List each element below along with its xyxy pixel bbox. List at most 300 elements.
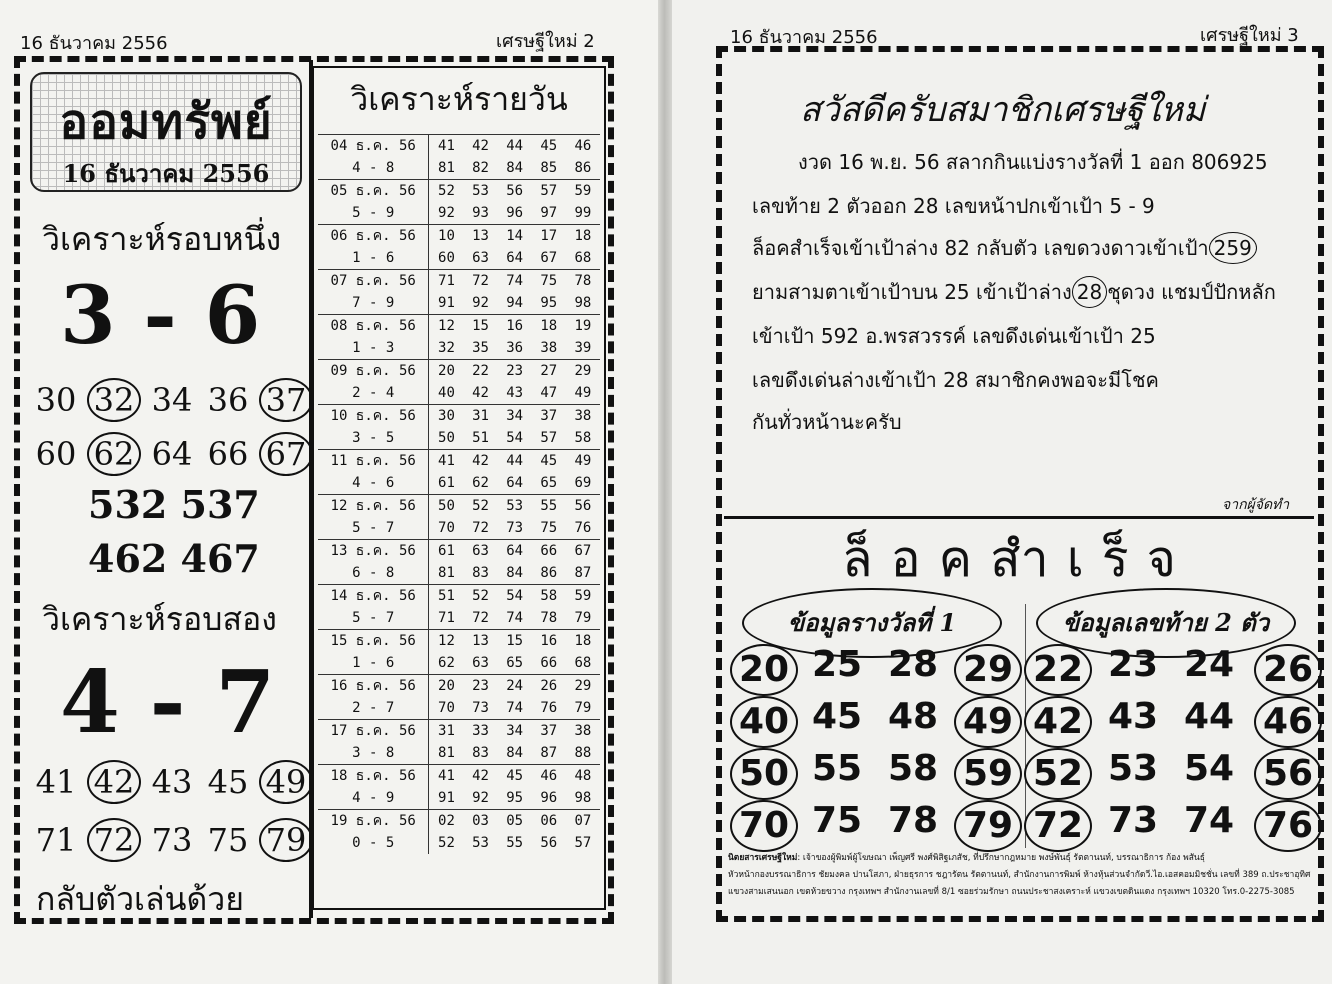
- table-cell: 57: [540, 430, 558, 446]
- table-cell: 50: [438, 430, 455, 446]
- news-line-2: เลขท้าย 2 ตัวออก 28 เลขหน้าปกเข้าเป้า 5 - 9: [752, 194, 1155, 218]
- table-row: [318, 517, 600, 540]
- table-cell: 42: [464, 450, 498, 473]
- table-cell: 58: [532, 585, 566, 608]
- table-cell: 92: [472, 295, 489, 311]
- circled-num: 49: [259, 760, 313, 804]
- round1-row2: [28, 432, 316, 476]
- table-cell: 87: [574, 565, 592, 581]
- table-cell: 41: [429, 765, 464, 788]
- table-row: [318, 247, 600, 270]
- row-date: 15 ธ.ค. 56: [318, 630, 429, 653]
- table-row: [318, 405, 600, 428]
- circled-num: 79: [259, 818, 313, 862]
- num: 71: [35, 821, 77, 859]
- circled-grid-number: 29: [954, 644, 1022, 696]
- grid-number: 73: [1107, 800, 1159, 841]
- table-cell: 98: [574, 295, 592, 311]
- table-cell: 68: [574, 250, 592, 266]
- table-row: [318, 202, 600, 225]
- round2-title: วิเคราะห์รอบสอง: [42, 600, 277, 638]
- table-cell: 57: [574, 835, 592, 851]
- table-row: [318, 495, 600, 518]
- footer-text: : เจ้าของผู้พิมพ์ผู้โฆษณา เพ็ญศรี พงศ์พิสิฐเภสัช, ที่ปรึกษากฎหมาย พงษ์พันธุ์ รัตตานนท์, บรรณาธิการ ก้อง พสันธุ์: [797, 853, 1205, 863]
- num: 64: [151, 435, 193, 473]
- table-cell: 63: [472, 250, 489, 266]
- table-cell: 43: [506, 385, 524, 401]
- table-cell: 55: [506, 835, 524, 851]
- table-cell: 59: [566, 180, 600, 203]
- row-date: 13 ธ.ค. 56: [318, 540, 429, 563]
- table-cell: 73: [506, 520, 524, 536]
- circled-grid-number: 59: [954, 748, 1022, 800]
- table-cell: 34: [498, 405, 532, 428]
- table-cell: 61: [429, 540, 464, 563]
- round1-three2: 462 467: [88, 536, 260, 581]
- table-cell: 60: [438, 250, 455, 266]
- footer-line: หัวหน้ากองบรรณาธิการ ชัยมงคล ปานโสภา, ฝ่ายธุรการ ชฎารัตน รัตตานนท์, สำนักงานการพิมพ์ ห้างหุ้นส่วนจำกัดวี.ไอ.เอสคอมมิชชั่น เลขที่ 389 ถ.ประชาอุทิศ: [728, 870, 1311, 880]
- table-cell: 16: [498, 315, 532, 338]
- table-cell: 18: [566, 225, 600, 248]
- circled-grid-number: 42: [1024, 696, 1092, 748]
- table-cell: 38: [540, 340, 558, 356]
- table-cell: 35: [472, 340, 489, 356]
- circled-grid-number: 50: [730, 748, 798, 800]
- row-pair: 1 - 6: [318, 652, 429, 675]
- circled-num: 67: [259, 432, 313, 476]
- news-line-3: [752, 232, 1257, 264]
- table-cell: 26: [532, 675, 566, 698]
- circled-grid-number: 52: [1024, 748, 1092, 800]
- table-cell: 42: [464, 135, 498, 158]
- circled-grid-number: 79: [954, 800, 1022, 852]
- row-date: 16 ธ.ค. 56: [318, 675, 429, 698]
- table-cell: 55: [532, 495, 566, 518]
- circled-grid-number: 26: [1254, 644, 1322, 696]
- table-cell: 96: [540, 790, 558, 806]
- table-cell: 23: [464, 675, 498, 698]
- table-cell: 56: [566, 495, 600, 518]
- table-cell: 63: [472, 655, 489, 671]
- circled-grid-number: 40: [730, 696, 798, 748]
- table-row: [318, 315, 600, 338]
- table-cell: 18: [532, 315, 566, 338]
- table-cell: 91: [438, 790, 455, 806]
- row-date: 17 ธ.ค. 56: [318, 720, 429, 743]
- table-cell: 78: [566, 270, 600, 293]
- footer-line: แขวงสามเสนนอก เขตห้วยขวาง กรุงเทพฯ สำนักงานเลขที่ 8/1 ซอยร่วมรักษา ถนนประชาสงเคราะห์ แขวงเขตดินแดง กรุงเทพฯ 10320 โทร.0-2275-3085: [728, 887, 1295, 897]
- round1-pair: 3 - 6: [60, 268, 261, 362]
- table-cell: 06: [532, 810, 566, 833]
- table-cell: 29: [566, 675, 600, 698]
- table-cell: 52: [438, 835, 455, 851]
- grid-number: 23: [1107, 644, 1159, 685]
- table-cell: 64: [506, 250, 524, 266]
- row-pair: 6 - 8: [318, 562, 429, 585]
- table-row: [318, 472, 600, 495]
- news-line-4: [752, 276, 1276, 308]
- left-header-date: 16 ธันวาคม 2556: [20, 33, 168, 54]
- table-cell: 38: [566, 405, 600, 428]
- grid-number: 25: [811, 644, 863, 685]
- table-cell: 12: [429, 315, 464, 338]
- table-cell: 86: [540, 565, 558, 581]
- table-cell: 48: [566, 765, 600, 788]
- table-cell: 44: [498, 450, 532, 473]
- row-pair: 1 - 3: [318, 337, 429, 360]
- table-cell: 56: [540, 835, 558, 851]
- table-cell: 42: [464, 765, 498, 788]
- table-cell: 65: [540, 475, 558, 491]
- circled-grid-number: 70: [730, 800, 798, 852]
- num: 60: [35, 435, 77, 473]
- num: 41: [35, 763, 77, 801]
- row-date: 14 ธ.ค. 56: [318, 585, 429, 608]
- table-cell: 95: [540, 295, 558, 311]
- table-row: [318, 180, 600, 203]
- row-pair: 7 - 9: [318, 292, 429, 315]
- table-cell: 54: [498, 585, 532, 608]
- row-pair: 5 - 9: [318, 202, 429, 225]
- table-row: [318, 540, 600, 563]
- table-cell: 75: [540, 520, 558, 536]
- row-pair: 1 - 6: [318, 247, 429, 270]
- table-cell: 92: [438, 205, 455, 221]
- grid-number: 44: [1183, 696, 1235, 737]
- table-cell: 31: [429, 720, 464, 743]
- row-pair: 4 - 9: [318, 787, 429, 810]
- book-spine: [658, 0, 672, 984]
- table-cell: 30: [429, 405, 464, 428]
- table-cell: 49: [566, 450, 600, 473]
- news-text: ล็อคสำเร็จเข้าเป้าล่าง 82 กลับตัว เลขดวงดาวเข้าเป้า: [752, 236, 1209, 260]
- table-cell: 82: [472, 160, 489, 176]
- circled-num: 62: [87, 432, 141, 476]
- num: 66: [207, 435, 249, 473]
- table-cell: 58: [574, 430, 592, 446]
- news-text: ชุดวง แชมป์ปักหลัก: [1107, 280, 1276, 304]
- table-row: [318, 742, 600, 765]
- table-cell: 74: [506, 700, 524, 716]
- table-cell: 24: [498, 675, 532, 698]
- table-row: [318, 427, 600, 450]
- circled-grid-number: 20: [730, 644, 798, 696]
- table-cell: 67: [540, 250, 558, 266]
- oom-date: 16 ธันวาคม 2556: [62, 159, 270, 188]
- circled-grid-number: 46: [1254, 696, 1322, 748]
- lock-success-title: ล็อคสำเร็จ: [842, 530, 1194, 588]
- grid-number: 48: [887, 696, 939, 737]
- row-date: 19 ธ.ค. 56: [318, 810, 429, 833]
- table-cell: 42: [472, 385, 489, 401]
- table-cell: 22: [464, 360, 498, 383]
- table-cell: 64: [498, 540, 532, 563]
- grid-number: 53: [1107, 748, 1159, 789]
- row-date: 10 ธ.ค. 56: [318, 405, 429, 428]
- table-cell: 69: [574, 475, 592, 491]
- table-cell: 44: [498, 135, 532, 158]
- left-header-paper: เศรษฐีใหม่ 2: [496, 31, 595, 52]
- grid-number: 24: [1183, 644, 1235, 685]
- table-cell: 02: [429, 810, 464, 833]
- table-cell: 70: [438, 700, 455, 716]
- circled-grid-number: 56: [1254, 748, 1322, 800]
- round2-row1: [28, 760, 316, 804]
- num: 30: [35, 381, 77, 419]
- circled-grid-number: 49: [954, 696, 1022, 748]
- table-cell: 41: [429, 135, 464, 158]
- table-cell: 97: [540, 205, 558, 221]
- table-cell: 15: [498, 630, 532, 653]
- table-cell: 63: [464, 540, 498, 563]
- table-cell: 72: [472, 520, 489, 536]
- table-cell: 37: [532, 720, 566, 743]
- section-divider: [724, 516, 1314, 519]
- circled-number: 28: [1072, 276, 1107, 308]
- num: 75: [207, 821, 249, 859]
- table-cell: 37: [532, 405, 566, 428]
- table-row: [318, 270, 600, 293]
- table-cell: 79: [574, 700, 592, 716]
- table-row: [318, 135, 600, 158]
- table-cell: 10: [429, 225, 464, 248]
- table-cell: 51: [472, 430, 489, 446]
- table-cell: 45: [532, 450, 566, 473]
- table-cell: 18: [566, 630, 600, 653]
- table-cell: 52: [464, 585, 498, 608]
- row-pair: 3 - 5: [318, 427, 429, 450]
- table-row: [318, 562, 600, 585]
- circled-grid-number: 72: [1024, 800, 1092, 852]
- table-cell: 70: [438, 520, 455, 536]
- table-cell: 40: [438, 385, 455, 401]
- table-row: [318, 360, 600, 383]
- signoff: จากผู้จัดทำ: [1222, 497, 1290, 513]
- grid-number: 75: [811, 800, 863, 841]
- table-row: [318, 450, 600, 473]
- row-pair: 4 - 8: [318, 157, 429, 180]
- table-cell: 03: [464, 810, 498, 833]
- table-cell: 50: [429, 495, 464, 518]
- circled-num: 42: [87, 760, 141, 804]
- table-row: [318, 225, 600, 248]
- table-cell: 54: [506, 430, 524, 446]
- num: 43: [151, 763, 193, 801]
- table-cell: 05: [498, 810, 532, 833]
- table-cell: 83: [472, 565, 489, 581]
- row-date: 08 ธ.ค. 56: [318, 315, 429, 338]
- num: 45: [207, 763, 249, 801]
- reverse-play-label: กลับตัวเล่นด้วย: [36, 880, 244, 918]
- footer-line: [728, 850, 1314, 867]
- table-cell: 66: [532, 540, 566, 563]
- num: 36: [207, 381, 249, 419]
- daily-analysis-title: วิเคราะห์รายวัน: [350, 80, 568, 118]
- num: 34: [151, 381, 193, 419]
- footer-brand: นิตยสารเศรษฐีใหม่: [728, 853, 798, 863]
- table-cell: 86: [574, 160, 592, 176]
- table-cell: 74: [506, 610, 524, 626]
- table-cell: 39: [574, 340, 592, 356]
- row-pair: 0 - 5: [318, 832, 429, 854]
- circled-num: 37: [259, 378, 313, 422]
- table-row: [318, 675, 600, 698]
- table-row: [318, 337, 600, 360]
- grid-number: 28: [887, 644, 939, 685]
- table-cell: 38: [566, 720, 600, 743]
- round1-row1: [28, 378, 316, 422]
- daily-analysis-box: [312, 66, 606, 910]
- news-line-6: เลขดึงเด่นล่างเข้าเป้า 28 สมาชิกคงพอจะมีโชค: [752, 368, 1159, 392]
- table-cell: 56: [498, 180, 532, 203]
- num: 73: [151, 821, 193, 859]
- grid-number: 45: [811, 696, 863, 737]
- table-cell: 45: [532, 135, 566, 158]
- table-cell: 62: [472, 475, 489, 491]
- table-cell: 71: [438, 610, 455, 626]
- table-cell: 14: [498, 225, 532, 248]
- table-cell: 96: [506, 205, 524, 221]
- table-cell: 85: [540, 160, 558, 176]
- table-cell: 46: [566, 135, 600, 158]
- table-cell: 81: [438, 745, 455, 761]
- table-cell: 13: [464, 225, 498, 248]
- table-row: [318, 787, 600, 810]
- table-cell: 67: [566, 540, 600, 563]
- table-cell: 78: [540, 610, 558, 626]
- table-cell: 51: [429, 585, 464, 608]
- table-cell: 57: [532, 180, 566, 203]
- table-cell: 20: [429, 675, 464, 698]
- table-cell: 20: [429, 360, 464, 383]
- table-cell: 79: [574, 610, 592, 626]
- table-cell: 84: [506, 160, 524, 176]
- table-cell: 47: [540, 385, 558, 401]
- table-cell: 52: [464, 495, 498, 518]
- round1-title: วิเคราะห์รอบหนึ่ง: [42, 220, 282, 258]
- table-cell: 95: [506, 790, 524, 806]
- table-cell: 34: [498, 720, 532, 743]
- table-row: [318, 607, 600, 630]
- news-line-5: เข้าเป้า 592 อ.พรสวรรค์ เลขดึงเด่นเข้าเป้า 25: [752, 324, 1156, 348]
- right-header-date: 16 ธันวาคม 2556: [730, 27, 878, 48]
- row-pair: 5 - 7: [318, 607, 429, 630]
- table-cell: 91: [438, 295, 455, 311]
- table-row: [318, 652, 600, 675]
- table-cell: 33: [464, 720, 498, 743]
- table-cell: 84: [506, 565, 524, 581]
- table-row: [318, 765, 600, 788]
- table-cell: 15: [464, 315, 498, 338]
- table-row: [318, 630, 600, 653]
- table-cell: 49: [574, 385, 592, 401]
- circled-grid-number: 22: [1024, 644, 1092, 696]
- row-date: 06 ธ.ค. 56: [318, 225, 429, 248]
- round2-row2: [28, 818, 316, 862]
- right-header-paper: เศรษฐีใหม่ 3: [1200, 25, 1299, 46]
- table-cell: 72: [472, 610, 489, 626]
- table-cell: 19: [566, 315, 600, 338]
- table-cell: 36: [506, 340, 524, 356]
- table-cell: 66: [540, 655, 558, 671]
- oom-title: ออมทรัพย์: [59, 94, 273, 150]
- table-cell: 29: [566, 360, 600, 383]
- table-cell: 53: [472, 835, 489, 851]
- row-date: 07 ธ.ค. 56: [318, 270, 429, 293]
- row-pair: 2 - 7: [318, 697, 429, 720]
- table-cell: 76: [574, 520, 592, 536]
- table-cell: 07: [566, 810, 600, 833]
- grid-number: 58: [887, 748, 939, 789]
- table-cell: 76: [540, 700, 558, 716]
- table-cell: 23: [498, 360, 532, 383]
- row-date: 12 ธ.ค. 56: [318, 495, 429, 518]
- news-line-7: กันทั่วหน้านะครับ: [752, 410, 902, 434]
- table-cell: 74: [498, 270, 532, 293]
- row-pair: 5 - 7: [318, 517, 429, 540]
- news-text: ยามสามตาเข้าเป้าบน 25 เข้าเป้าล่าง: [752, 280, 1072, 304]
- table-cell: 92: [472, 790, 489, 806]
- table-cell: 53: [498, 495, 532, 518]
- table-cell: 12: [429, 630, 464, 653]
- table-cell: 17: [532, 225, 566, 248]
- table-cell: 98: [574, 790, 592, 806]
- table-cell: 88: [574, 745, 592, 761]
- table-cell: 53: [464, 180, 498, 203]
- table-cell: 61: [438, 475, 455, 491]
- grid-number: 54: [1183, 748, 1235, 789]
- table-cell: 13: [464, 630, 498, 653]
- row-pair: 4 - 6: [318, 472, 429, 495]
- table-row: [318, 810, 600, 833]
- table-cell: 75: [532, 270, 566, 293]
- table-cell: 32: [438, 340, 455, 356]
- circled-num: 32: [87, 378, 141, 422]
- table-cell: 31: [464, 405, 498, 428]
- oval-label-last2: ข้อมูลเลขท้าย 2 ตัว: [1036, 588, 1296, 658]
- table-cell: 72: [464, 270, 498, 293]
- table-cell: 93: [472, 205, 489, 221]
- circled-number: 259: [1209, 232, 1257, 264]
- row-pair: 2 - 4: [318, 382, 429, 405]
- grid-number: 43: [1107, 696, 1159, 737]
- table-row: [318, 697, 600, 720]
- grid-number: 55: [811, 748, 863, 789]
- row-pair: 3 - 8: [318, 742, 429, 765]
- table-cell: 71: [429, 270, 464, 293]
- row-date: 11 ธ.ค. 56: [318, 450, 429, 473]
- table-cell: 94: [506, 295, 524, 311]
- grid-number: 78: [887, 800, 939, 841]
- row-date: 18 ธ.ค. 56: [318, 765, 429, 788]
- oom-sub-box: [30, 72, 302, 192]
- table-cell: 83: [472, 745, 489, 761]
- table-row: [318, 832, 600, 854]
- circled-num: 72: [87, 818, 141, 862]
- table-row: [318, 720, 600, 743]
- table-cell: 64: [506, 475, 524, 491]
- table-row: [318, 157, 600, 180]
- daily-analysis-table: [318, 134, 600, 854]
- round2-pair: 4 - 7: [60, 652, 276, 753]
- table-cell: 46: [532, 765, 566, 788]
- table-cell: 59: [566, 585, 600, 608]
- publisher-footer: [728, 850, 1314, 901]
- table-cell: 99: [574, 205, 592, 221]
- circled-grid-number: 76: [1254, 800, 1322, 852]
- table-row: [318, 292, 600, 315]
- table-cell: 81: [438, 565, 455, 581]
